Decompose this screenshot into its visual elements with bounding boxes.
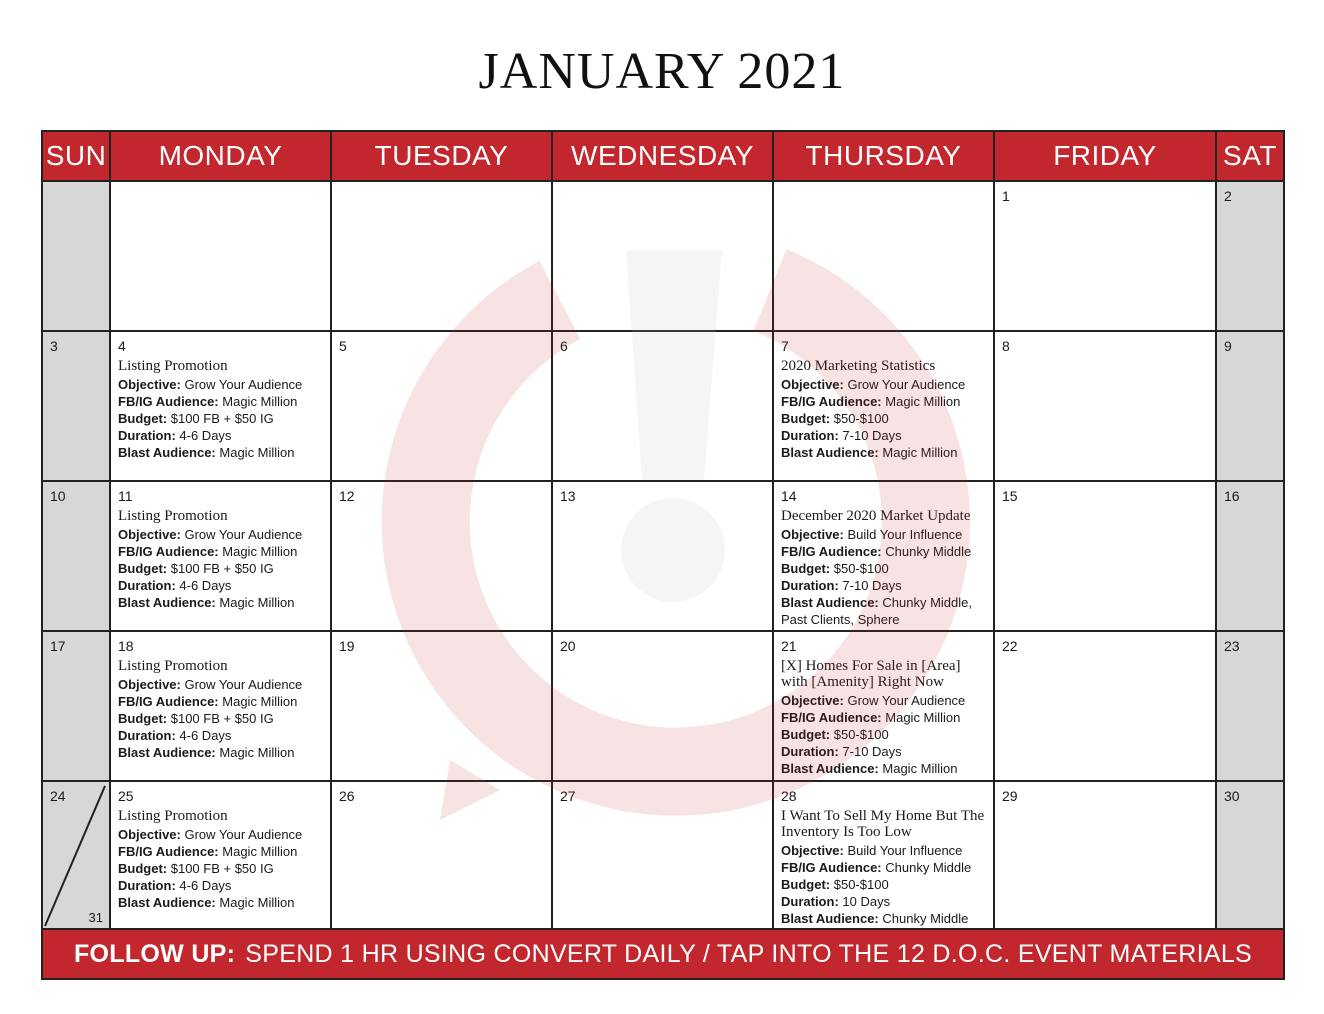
event-audience-label: FB/IG Audience: xyxy=(781,544,882,559)
day-cell xyxy=(1217,632,1283,782)
event-audience-label: FB/IG Audience: xyxy=(118,544,219,559)
event-blast-label: Blast Audience: xyxy=(781,445,879,460)
event-duration-line xyxy=(118,577,324,594)
day-number: 19 xyxy=(339,638,355,654)
header-sun: SUN xyxy=(43,132,111,182)
event-duration-line xyxy=(781,743,987,760)
event-audience-line xyxy=(118,543,324,560)
day-number: 10 xyxy=(50,488,66,504)
event-duration-line xyxy=(781,893,987,910)
event-objective-value: Grow Your Audience xyxy=(847,693,966,708)
event-objective-label: Objective: xyxy=(118,377,181,392)
event-budget-value: $50-$100 xyxy=(833,561,889,576)
day-number: 23 xyxy=(1224,638,1240,654)
day-cell xyxy=(553,332,774,482)
day-cell xyxy=(111,782,332,930)
event-duration-label: Duration: xyxy=(781,578,839,593)
event-blast-value: Magic Million xyxy=(882,761,958,776)
event-objective-line xyxy=(781,692,987,709)
day-cell xyxy=(332,332,553,482)
day-number: 25 xyxy=(118,788,134,804)
day-cell xyxy=(774,482,995,632)
event-budget-label: Budget: xyxy=(781,877,831,892)
event-objective-value: Grow Your Audience xyxy=(184,827,303,842)
event-duration-label: Duration: xyxy=(781,428,839,443)
day-cell xyxy=(43,182,111,332)
event-duration-line xyxy=(781,427,987,444)
event-duration-value: 7-10 Days xyxy=(842,744,902,759)
day-number xyxy=(560,188,766,208)
event-duration-line xyxy=(118,427,324,444)
event-budget-line xyxy=(781,560,987,577)
event-duration-label: Duration: xyxy=(118,578,176,593)
event-blast-label: Blast Audience: xyxy=(781,911,879,926)
event-objective-label: Objective: xyxy=(781,377,844,392)
day-cell xyxy=(1217,782,1283,930)
day-number: 13 xyxy=(560,488,576,504)
event-blast-label: Blast Audience: xyxy=(781,761,879,776)
event-title: [X] Homes For Sale in [Area] with [Amenity] Right Now xyxy=(781,658,961,690)
event-blast-value: Chunky Middle xyxy=(882,911,969,926)
day-cell xyxy=(332,182,553,332)
event-budget-line xyxy=(781,726,987,743)
day-cell xyxy=(995,482,1217,632)
day-number: 15 xyxy=(1002,488,1018,504)
event-budget-value: $100 FB + $50 IG xyxy=(170,561,274,576)
day-number: 28 xyxy=(781,788,797,804)
event-objective-line xyxy=(781,842,987,859)
event-duration-value: 10 Days xyxy=(842,894,891,909)
event-blast-value: Magic Million xyxy=(219,895,295,910)
day-cell xyxy=(111,332,332,482)
event-budget-value: $100 FB + $50 IG xyxy=(170,411,274,426)
event-objective-value: Build Your Influence xyxy=(847,527,963,542)
event-objective-label: Objective: xyxy=(781,843,844,858)
day-number xyxy=(118,188,324,208)
event-audience-line xyxy=(781,393,987,410)
split-day-divider xyxy=(43,782,109,928)
event-objective-label: Objective: xyxy=(781,527,844,542)
day-number: 18 xyxy=(118,638,134,654)
event-audience-label: FB/IG Audience: xyxy=(781,710,882,725)
day-cell xyxy=(553,482,774,632)
event-budget-label: Budget: xyxy=(118,861,168,876)
event-title: Listing Promotion xyxy=(118,808,228,824)
day-number: 30 xyxy=(1224,788,1240,804)
event-title: I Want To Sell My Home But The Inventory Is Too Low xyxy=(781,808,985,840)
event-audience-line xyxy=(781,543,987,560)
day-number: 2 xyxy=(1224,188,1232,204)
event-budget-label: Budget: xyxy=(781,727,831,742)
event-budget-value: $100 FB + $50 IG xyxy=(170,861,274,876)
day-cell xyxy=(111,632,332,782)
day-number: 26 xyxy=(339,788,355,804)
event-audience-line xyxy=(118,843,324,860)
day-cell xyxy=(43,332,111,482)
day-cell xyxy=(995,782,1217,930)
day-cell xyxy=(774,182,995,332)
event-budget-label: Budget: xyxy=(118,561,168,576)
event-budget-line xyxy=(781,410,987,427)
event-budget-value: $50-$100 xyxy=(833,727,889,742)
event-budget-label: Budget: xyxy=(118,411,168,426)
event-title: Listing Promotion xyxy=(118,658,228,674)
event-audience-label: FB/IG Audience: xyxy=(781,860,882,875)
day-cell xyxy=(332,482,553,632)
event-audience-line xyxy=(781,709,987,726)
event-objective-label: Objective: xyxy=(118,827,181,842)
day-number xyxy=(339,188,545,208)
day-cell xyxy=(774,632,995,782)
event-title: 2020 Marketing Statistics xyxy=(781,358,936,374)
day-cell xyxy=(1217,482,1283,632)
day-cell xyxy=(995,332,1217,482)
day-cell xyxy=(1217,182,1283,332)
day-cell xyxy=(995,182,1217,332)
day-number xyxy=(50,188,103,208)
day-cell xyxy=(43,632,111,782)
day-cell xyxy=(1217,332,1283,482)
day-cell xyxy=(995,632,1217,782)
event-objective-value: Build Your Influence xyxy=(847,843,963,858)
follow-up-label: FOLLOW UP: xyxy=(73,939,236,968)
event-duration-label: Duration: xyxy=(781,894,839,909)
event-budget-line xyxy=(118,860,324,877)
event-audience-label: FB/IG Audience: xyxy=(781,394,882,409)
event-audience-line xyxy=(781,859,987,876)
event-budget-label: Budget: xyxy=(118,711,168,726)
day-number xyxy=(781,188,987,208)
event-blast-line xyxy=(118,444,324,461)
day-number: 9 xyxy=(1224,338,1232,354)
day-number: 3 xyxy=(50,338,58,354)
day-cell xyxy=(111,482,332,632)
event-duration-label: Duration: xyxy=(781,744,839,759)
day-cell xyxy=(774,332,995,482)
day-number: 8 xyxy=(1002,338,1010,354)
day-number: 14 xyxy=(781,488,797,504)
day-number: 29 xyxy=(1002,788,1018,804)
header-tue: TUESDAY xyxy=(332,132,553,182)
day-number: 11 xyxy=(118,488,133,504)
event-duration-value: 7-10 Days xyxy=(842,428,902,443)
header-thu: THURSDAY xyxy=(774,132,995,182)
header-fri: FRIDAY xyxy=(995,132,1217,182)
event-objective-value: Grow Your Audience xyxy=(184,377,303,392)
follow-up-text: SPEND 1 HR USING CONVERT DAILY / TAP INTO THE 12 D.O.C. EVENT MATERIALS xyxy=(245,939,1253,968)
event-audience-value: Chunky Middle xyxy=(885,544,972,559)
event-objective-line xyxy=(118,676,324,693)
event-blast-value: Magic Million xyxy=(882,445,958,460)
day-cell xyxy=(553,632,774,782)
day-cell xyxy=(553,782,774,930)
event-duration-line xyxy=(118,877,324,894)
event-budget-value: $50-$100 xyxy=(833,877,889,892)
event-blast-value: Magic Million xyxy=(219,595,295,610)
event-duration-label: Duration: xyxy=(118,428,176,443)
event-objective-label: Objective: xyxy=(781,693,844,708)
event-blast-value: Chunky Middle, Past Clients, Sphere xyxy=(781,595,972,627)
day-number: 20 xyxy=(560,638,576,654)
event-duration-line xyxy=(118,727,324,744)
event-blast-label: Blast Audience: xyxy=(118,895,216,910)
event-budget-label: Budget: xyxy=(781,561,831,576)
day-cell xyxy=(43,782,111,930)
event-blast-line xyxy=(781,760,987,777)
event-blast-line xyxy=(118,744,324,761)
event-objective-line xyxy=(118,376,324,393)
event-audience-line xyxy=(118,693,324,710)
event-objective-value: Grow Your Audience xyxy=(184,527,303,542)
event-audience-value: Magic Million xyxy=(222,694,298,709)
event-budget-line xyxy=(118,710,324,727)
calendar-grid xyxy=(41,130,1285,980)
event-title: Listing Promotion xyxy=(118,508,228,524)
day-number: 1 xyxy=(1002,188,1010,204)
event-budget-line xyxy=(118,560,324,577)
event-blast-line xyxy=(118,894,324,911)
event-blast-line xyxy=(118,594,324,611)
day-number: 17 xyxy=(50,638,66,654)
day-number: 12 xyxy=(339,488,355,504)
event-blast-label: Blast Audience: xyxy=(118,595,216,610)
event-budget-label: Budget: xyxy=(781,411,831,426)
day-cell xyxy=(111,182,332,332)
event-objective-value: Grow Your Audience xyxy=(847,377,966,392)
event-budget-line xyxy=(781,876,987,893)
event-blast-line xyxy=(781,910,987,927)
header-wed: WEDNESDAY xyxy=(553,132,774,182)
event-blast-line xyxy=(781,594,987,628)
day-cell xyxy=(332,782,553,930)
event-blast-label: Blast Audience: xyxy=(781,595,879,610)
event-duration-label: Duration: xyxy=(118,728,176,743)
event-budget-value: $50-$100 xyxy=(833,411,889,426)
event-objective-value: Grow Your Audience xyxy=(184,677,303,692)
day-number: 27 xyxy=(560,788,576,804)
event-title: Listing Promotion xyxy=(118,358,228,374)
event-audience-value: Magic Million xyxy=(222,544,298,559)
event-duration-value: 7-10 Days xyxy=(842,578,902,593)
event-duration-value: 4-6 Days xyxy=(179,728,232,743)
header-mon: MONDAY xyxy=(111,132,332,182)
event-audience-value: Magic Million xyxy=(885,710,961,725)
event-objective-line xyxy=(118,826,324,843)
day-cell xyxy=(332,632,553,782)
day-number: 21 xyxy=(781,638,797,654)
event-audience-value: Magic Million xyxy=(222,844,298,859)
event-objective-label: Objective: xyxy=(118,527,181,542)
day-number: 6 xyxy=(560,338,568,354)
event-audience-value: Magic Million xyxy=(885,394,961,409)
day-number: 5 xyxy=(339,338,347,354)
day-number: 7 xyxy=(781,338,789,354)
event-title: December 2020 Market Update xyxy=(781,508,971,524)
event-objective-line xyxy=(781,376,987,393)
calendar-title: JANUARY 2021 xyxy=(478,43,846,100)
follow-up-banner xyxy=(43,930,1283,978)
day-number: 4 xyxy=(118,338,126,354)
event-blast-value: Magic Million xyxy=(219,745,295,760)
event-blast-line xyxy=(781,444,987,461)
event-blast-label: Blast Audience: xyxy=(118,745,216,760)
event-duration-line xyxy=(781,577,987,594)
event-budget-value: $100 FB + $50 IG xyxy=(170,711,274,726)
event-objective-label: Objective: xyxy=(118,677,181,692)
day-cell xyxy=(774,782,995,930)
event-duration-value: 4-6 Days xyxy=(179,428,232,443)
event-objective-line xyxy=(781,526,987,543)
day-cell xyxy=(43,482,111,632)
event-audience-label: FB/IG Audience: xyxy=(118,694,219,709)
event-audience-value: Chunky Middle xyxy=(885,860,972,875)
day-number-secondary: 31 xyxy=(88,910,103,925)
day-number: 16 xyxy=(1224,488,1240,504)
event-audience-line xyxy=(118,393,324,410)
event-duration-label: Duration: xyxy=(118,878,176,893)
event-blast-label: Blast Audience: xyxy=(118,445,216,460)
day-number: 22 xyxy=(1002,638,1018,654)
event-duration-value: 4-6 Days xyxy=(179,578,232,593)
event-objective-line xyxy=(118,526,324,543)
day-number: 24 xyxy=(50,788,66,804)
event-budget-line xyxy=(118,410,324,427)
event-audience-label: FB/IG Audience: xyxy=(118,844,219,859)
day-cell xyxy=(553,182,774,332)
event-blast-value: Magic Million xyxy=(219,445,295,460)
event-audience-value: Magic Million xyxy=(222,394,298,409)
event-audience-label: FB/IG Audience: xyxy=(118,394,219,409)
header-sat: SAT xyxy=(1217,132,1283,182)
event-duration-value: 4-6 Days xyxy=(179,878,232,893)
